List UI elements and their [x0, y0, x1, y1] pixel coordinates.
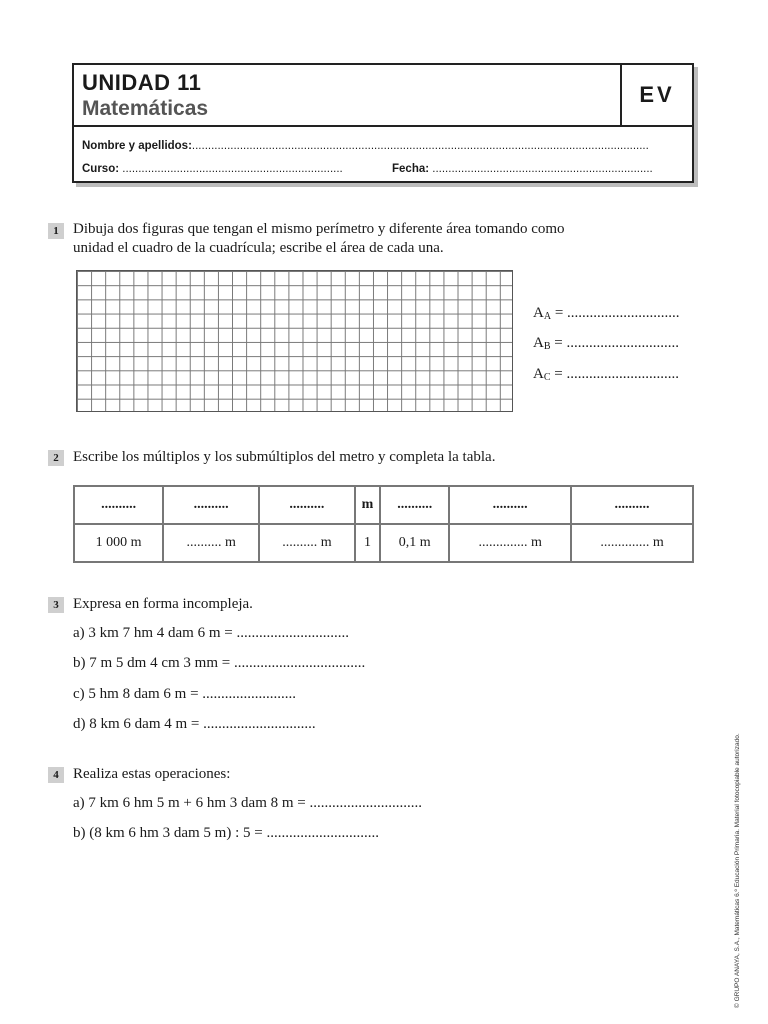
- subject-title: Matemáticas: [82, 97, 209, 120]
- exercise-3-item-a[interactable]: a) 3 km 7 hm 4 dam 6 m = ..............................: [73, 625, 349, 641]
- code-cell: [622, 65, 692, 127]
- exercise-4-item-a[interactable]: a) 7 km 6 hm 5 m + 6 hm 3 dam 8 m = ..............................: [73, 795, 422, 811]
- exercise-1-text: [73, 220, 565, 258]
- area-a-letter: A: [533, 305, 544, 321]
- exercise-3-text: Expresa en forma incompleja.: [73, 596, 253, 612]
- table-cell[interactable]: ..........: [380, 486, 449, 524]
- copyright-notice: © GRUPO ANAYA, S.A., Matemáticas 6.º Educación Primaria. Material fotocopiable autorizado.: [734, 733, 741, 1008]
- table-cell[interactable]: .......... m: [259, 524, 355, 562]
- title-cell: [74, 65, 622, 127]
- table-cell[interactable]: ..........: [449, 486, 571, 524]
- table-cell[interactable]: ..........: [571, 486, 693, 524]
- area-a-sub: A: [543, 311, 552, 322]
- course-label: Curso:: [82, 163, 120, 175]
- table-cell[interactable]: .............. m: [449, 524, 571, 562]
- exercise-3-item-d[interactable]: d) 8 km 6 dam 4 m = ..............................: [73, 716, 316, 732]
- area-b-sub: B: [543, 341, 551, 352]
- code-label: EV: [639, 82, 675, 107]
- area-c-sub: C: [543, 372, 551, 383]
- area-a-line[interactable]: [533, 305, 680, 322]
- date-field[interactable]: [392, 163, 653, 175]
- area-c-letter: A: [533, 366, 544, 382]
- exercise-1-line2: unidad el cuadro de la cuadrícula; escribe el área de cada una.: [73, 240, 444, 256]
- area-c-line[interactable]: [533, 366, 679, 383]
- name-label: Nombre y apellidos:: [82, 140, 192, 152]
- exercise-2-text: Escribe los múltiplos y los submúltiplos del metro y completa la tabla.: [73, 449, 496, 465]
- area-b-answer: = ..............................: [554, 335, 679, 351]
- exercise-3-item-b[interactable]: b) 7 m 5 dm 4 cm 3 mm = ...................................: [73, 655, 366, 671]
- table-cell[interactable]: .............. m: [571, 524, 693, 562]
- unit-title: UNIDAD 11: [82, 70, 202, 95]
- table-cell[interactable]: ..........: [163, 486, 259, 524]
- area-c-answer: = ..............................: [554, 366, 679, 382]
- table-cell[interactable]: ..........: [74, 486, 163, 524]
- course-dots: .....................................................................: [122, 163, 343, 175]
- name-field[interactable]: [82, 140, 649, 152]
- area-b-letter: A: [533, 335, 544, 351]
- exercise-1-badge: 1: [48, 223, 64, 239]
- table-cell: 0,1 m: [380, 524, 449, 562]
- table-cell: 1 000 m: [74, 524, 163, 562]
- area-a-answer: = ..............................: [554, 305, 680, 321]
- table-cell[interactable]: ..........: [259, 486, 355, 524]
- name-dots: ...............................................................................................................................................: [191, 140, 649, 152]
- table-cell[interactable]: .......... m: [163, 524, 259, 562]
- drawing-grid[interactable]: [76, 270, 513, 412]
- exercise-4-item-b[interactable]: b) (8 km 6 hm 3 dam 5 m) : 5 = ..............................: [73, 825, 379, 841]
- table-cell: 1: [355, 524, 380, 562]
- exercise-3-badge: 3: [48, 597, 64, 613]
- metric-units-table: [73, 485, 694, 563]
- exercise-4-text: Realiza estas operaciones:: [73, 766, 231, 782]
- area-b-line[interactable]: [533, 335, 679, 352]
- date-dots: .....................................................................: [432, 163, 653, 175]
- table-header-row: [74, 486, 693, 524]
- course-field[interactable]: [82, 163, 343, 175]
- exercise-4-badge: 4: [48, 767, 64, 783]
- date-label: Fecha:: [392, 163, 430, 175]
- worksheet-header: [72, 63, 694, 183]
- exercise-1-line1: Dibuja dos figuras que tengan el mismo perímetro y diferente área tomando como: [73, 221, 565, 237]
- table-value-row: [74, 524, 693, 562]
- exercise-2-badge: 2: [48, 450, 64, 466]
- table-cell: m: [355, 486, 380, 524]
- exercise-3-item-c[interactable]: c) 5 hm 8 dam 6 m = .........................: [73, 686, 297, 702]
